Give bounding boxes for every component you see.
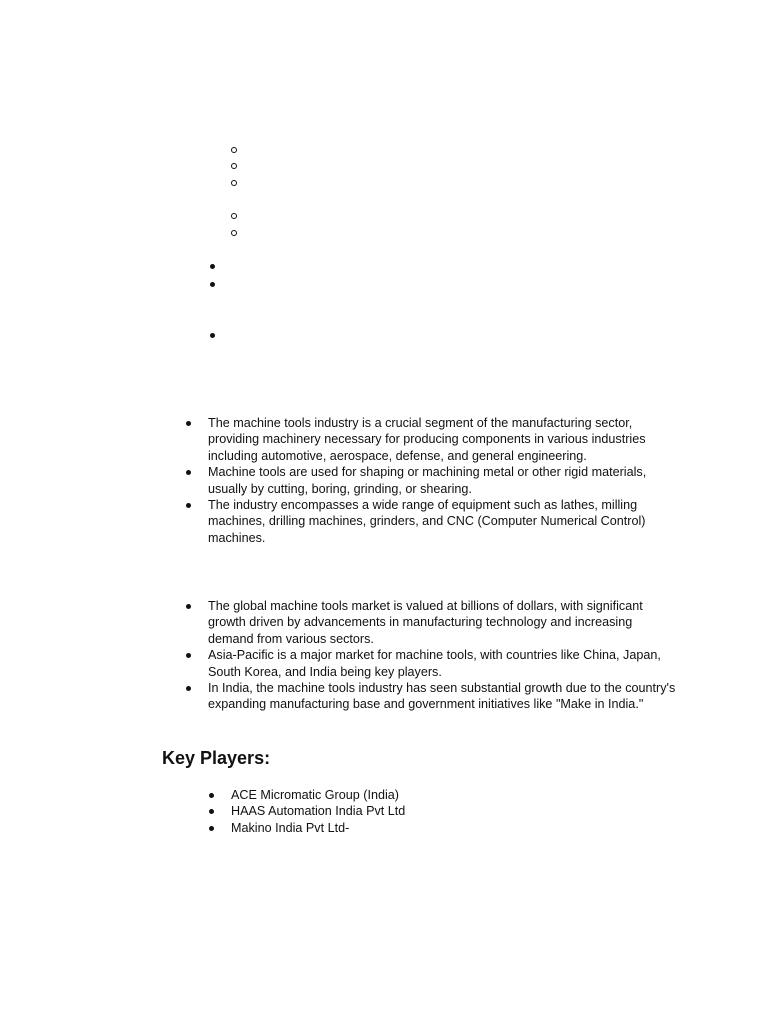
market-list [185,598,680,713]
list-item: The industry encompasses a wide range of equipment such as lathes, milling machines, drilling machines, grinders, and CNC (Computer Numerical Control) machines. [185,497,680,546]
empty-sub-bullet [231,163,237,169]
empty-bullet [210,282,215,287]
list-item: The machine tools industry is a crucial segment of the manufacturing sector, providing machinery necessary for producing components in various industries including automotive, aerospace, defense, and general engineering. [185,415,680,464]
key-players-heading: Key Players: [162,748,271,768]
list-item: ACE Micromatic Group (India) [208,787,508,803]
list-item: In India, the machine tools industry has seen substantial growth due to the country's expanding manufacturing base and government initiatives like "Make in India." [185,680,680,713]
list-item: HAAS Automation India Pvt Ltd [208,803,508,819]
empty-sub-bullet [231,147,237,153]
overview-list [185,415,680,546]
empty-sub-bullet [231,230,237,236]
list-item: Makino India Pvt Ltd- [208,820,508,836]
list-item: Asia-Pacific is a major market for machine tools, with countries like China, Japan, South Korea, and India being key players. [185,647,680,680]
key-players-list [208,787,508,836]
list-item: Machine tools are used for shaping or machining metal or other rigid materials, usually by cutting, boring, grinding, or shearing. [185,464,680,497]
list-item: The global machine tools market is valued at billions of dollars, with significant growth driven by advancements in manufacturing technology and increasing demand from various sectors. [185,598,680,647]
empty-sub-bullet [231,180,237,186]
empty-sub-bullet [231,213,237,219]
empty-bullet [210,264,215,269]
empty-bullet [210,333,215,338]
